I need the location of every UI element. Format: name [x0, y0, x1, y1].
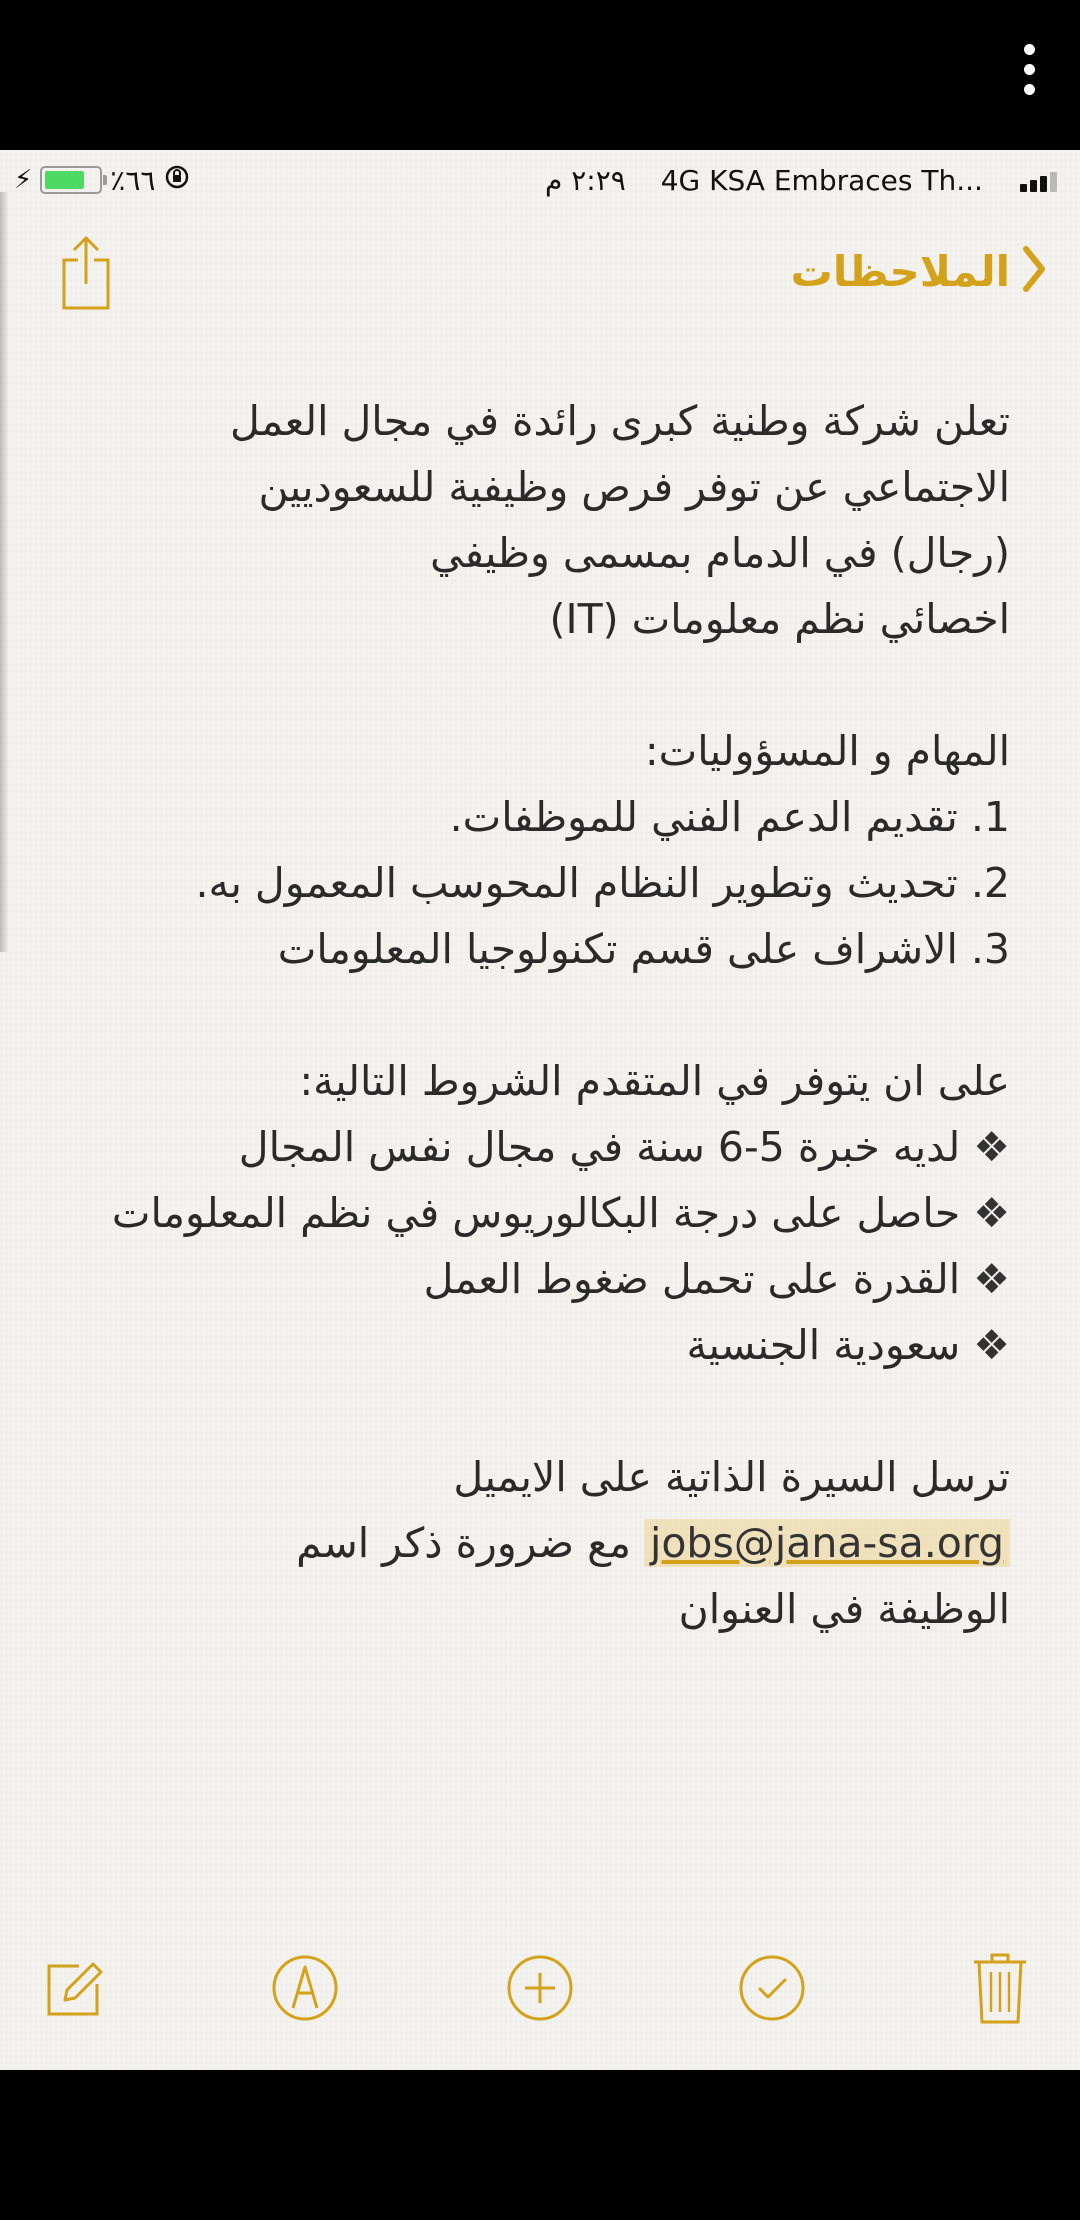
duty-item: 2. تحديث وتطوير النظام المحوسب المعمول به. [195, 859, 1010, 907]
carrier-name: KSA Embraces Th... [709, 164, 983, 197]
more-options-icon[interactable] [1024, 44, 1036, 96]
email-line [100, 1510, 1010, 1576]
condition-item: ❖ القدرة على تحمل ضغوط العمل [423, 1255, 1010, 1303]
send-line: ترسل السيرة الذاتية على الايميل [453, 1453, 1010, 1501]
condition-item: ❖ حاصل على درجة البكالوريوس في نظم المعلومات [111, 1189, 1010, 1237]
bottom-toolbar [0, 1930, 1080, 2050]
orientation-lock-icon [163, 163, 191, 198]
duty-item: 3. الاشراف على قسم تكنولوجيا المعلومات [277, 925, 1010, 973]
status-bar [0, 150, 1080, 210]
share-icon[interactable] [60, 232, 112, 316]
duty-item: 1. تقديم الدعم الفني للموظفات. [449, 793, 1010, 841]
status-center [545, 164, 983, 197]
charging-icon: ⚡ [14, 165, 33, 195]
battery-percent: ٪٦٦ [110, 163, 156, 197]
app-top-bar [0, 0, 1080, 150]
status-time: ٢:٢٩ م [545, 164, 626, 197]
note-body[interactable] [100, 388, 1010, 1642]
note-line: اخصائي نظم معلومات (IT) [549, 595, 1010, 643]
note-line: الاجتماعي عن توفر فرص وظيفية للسعوديين [258, 463, 1010, 511]
email-link[interactable]: jobs@jana-sa.org [644, 1519, 1010, 1567]
notes-screen [0, 150, 1080, 2070]
note-line: (رجال) في الدمام بمسمى وظيفي [430, 529, 1010, 577]
network-type: 4G [660, 164, 701, 197]
conditions-heading: على ان يتوفر في المتقدم الشروط التالية: [299, 1057, 1010, 1105]
back-label: الملاحظات [790, 246, 1010, 296]
nav-bar [0, 210, 1080, 330]
condition-item: ❖ سعودية الجنسية [686, 1321, 1010, 1369]
final-line: الوظيفة في العنوان [678, 1585, 1010, 1633]
condition-item: ❖ لديه خبرة 5-6 سنة في مجال نفس المجال [238, 1123, 1010, 1171]
chevron-left-icon [1020, 245, 1048, 297]
duties-heading: المهام و المسؤوليات: [644, 727, 1010, 775]
signal-icon [1020, 172, 1066, 192]
compose-icon[interactable] [35, 1948, 115, 2028]
battery-fill [45, 171, 83, 189]
trash-icon[interactable] [960, 1948, 1040, 2028]
checklist-icon[interactable] [732, 1948, 812, 2028]
back-button[interactable] [791, 245, 1048, 297]
bullet-icon: ❖ [973, 1189, 1010, 1237]
bullet-icon: ❖ [973, 1255, 1010, 1303]
add-icon[interactable] [500, 1948, 580, 2028]
email-suffix: مع ضرورة ذكر اسم [296, 1519, 631, 1567]
bullet-icon: ❖ [973, 1321, 1010, 1369]
markup-icon[interactable] [265, 1948, 345, 2028]
system-nav-area [0, 2070, 1080, 2220]
battery-icon [40, 166, 102, 194]
status-left [14, 162, 191, 198]
note-line: تعلن شركة وطنية كبرى رائدة في مجال العمل [230, 397, 1010, 445]
bullet-icon: ❖ [973, 1123, 1010, 1171]
